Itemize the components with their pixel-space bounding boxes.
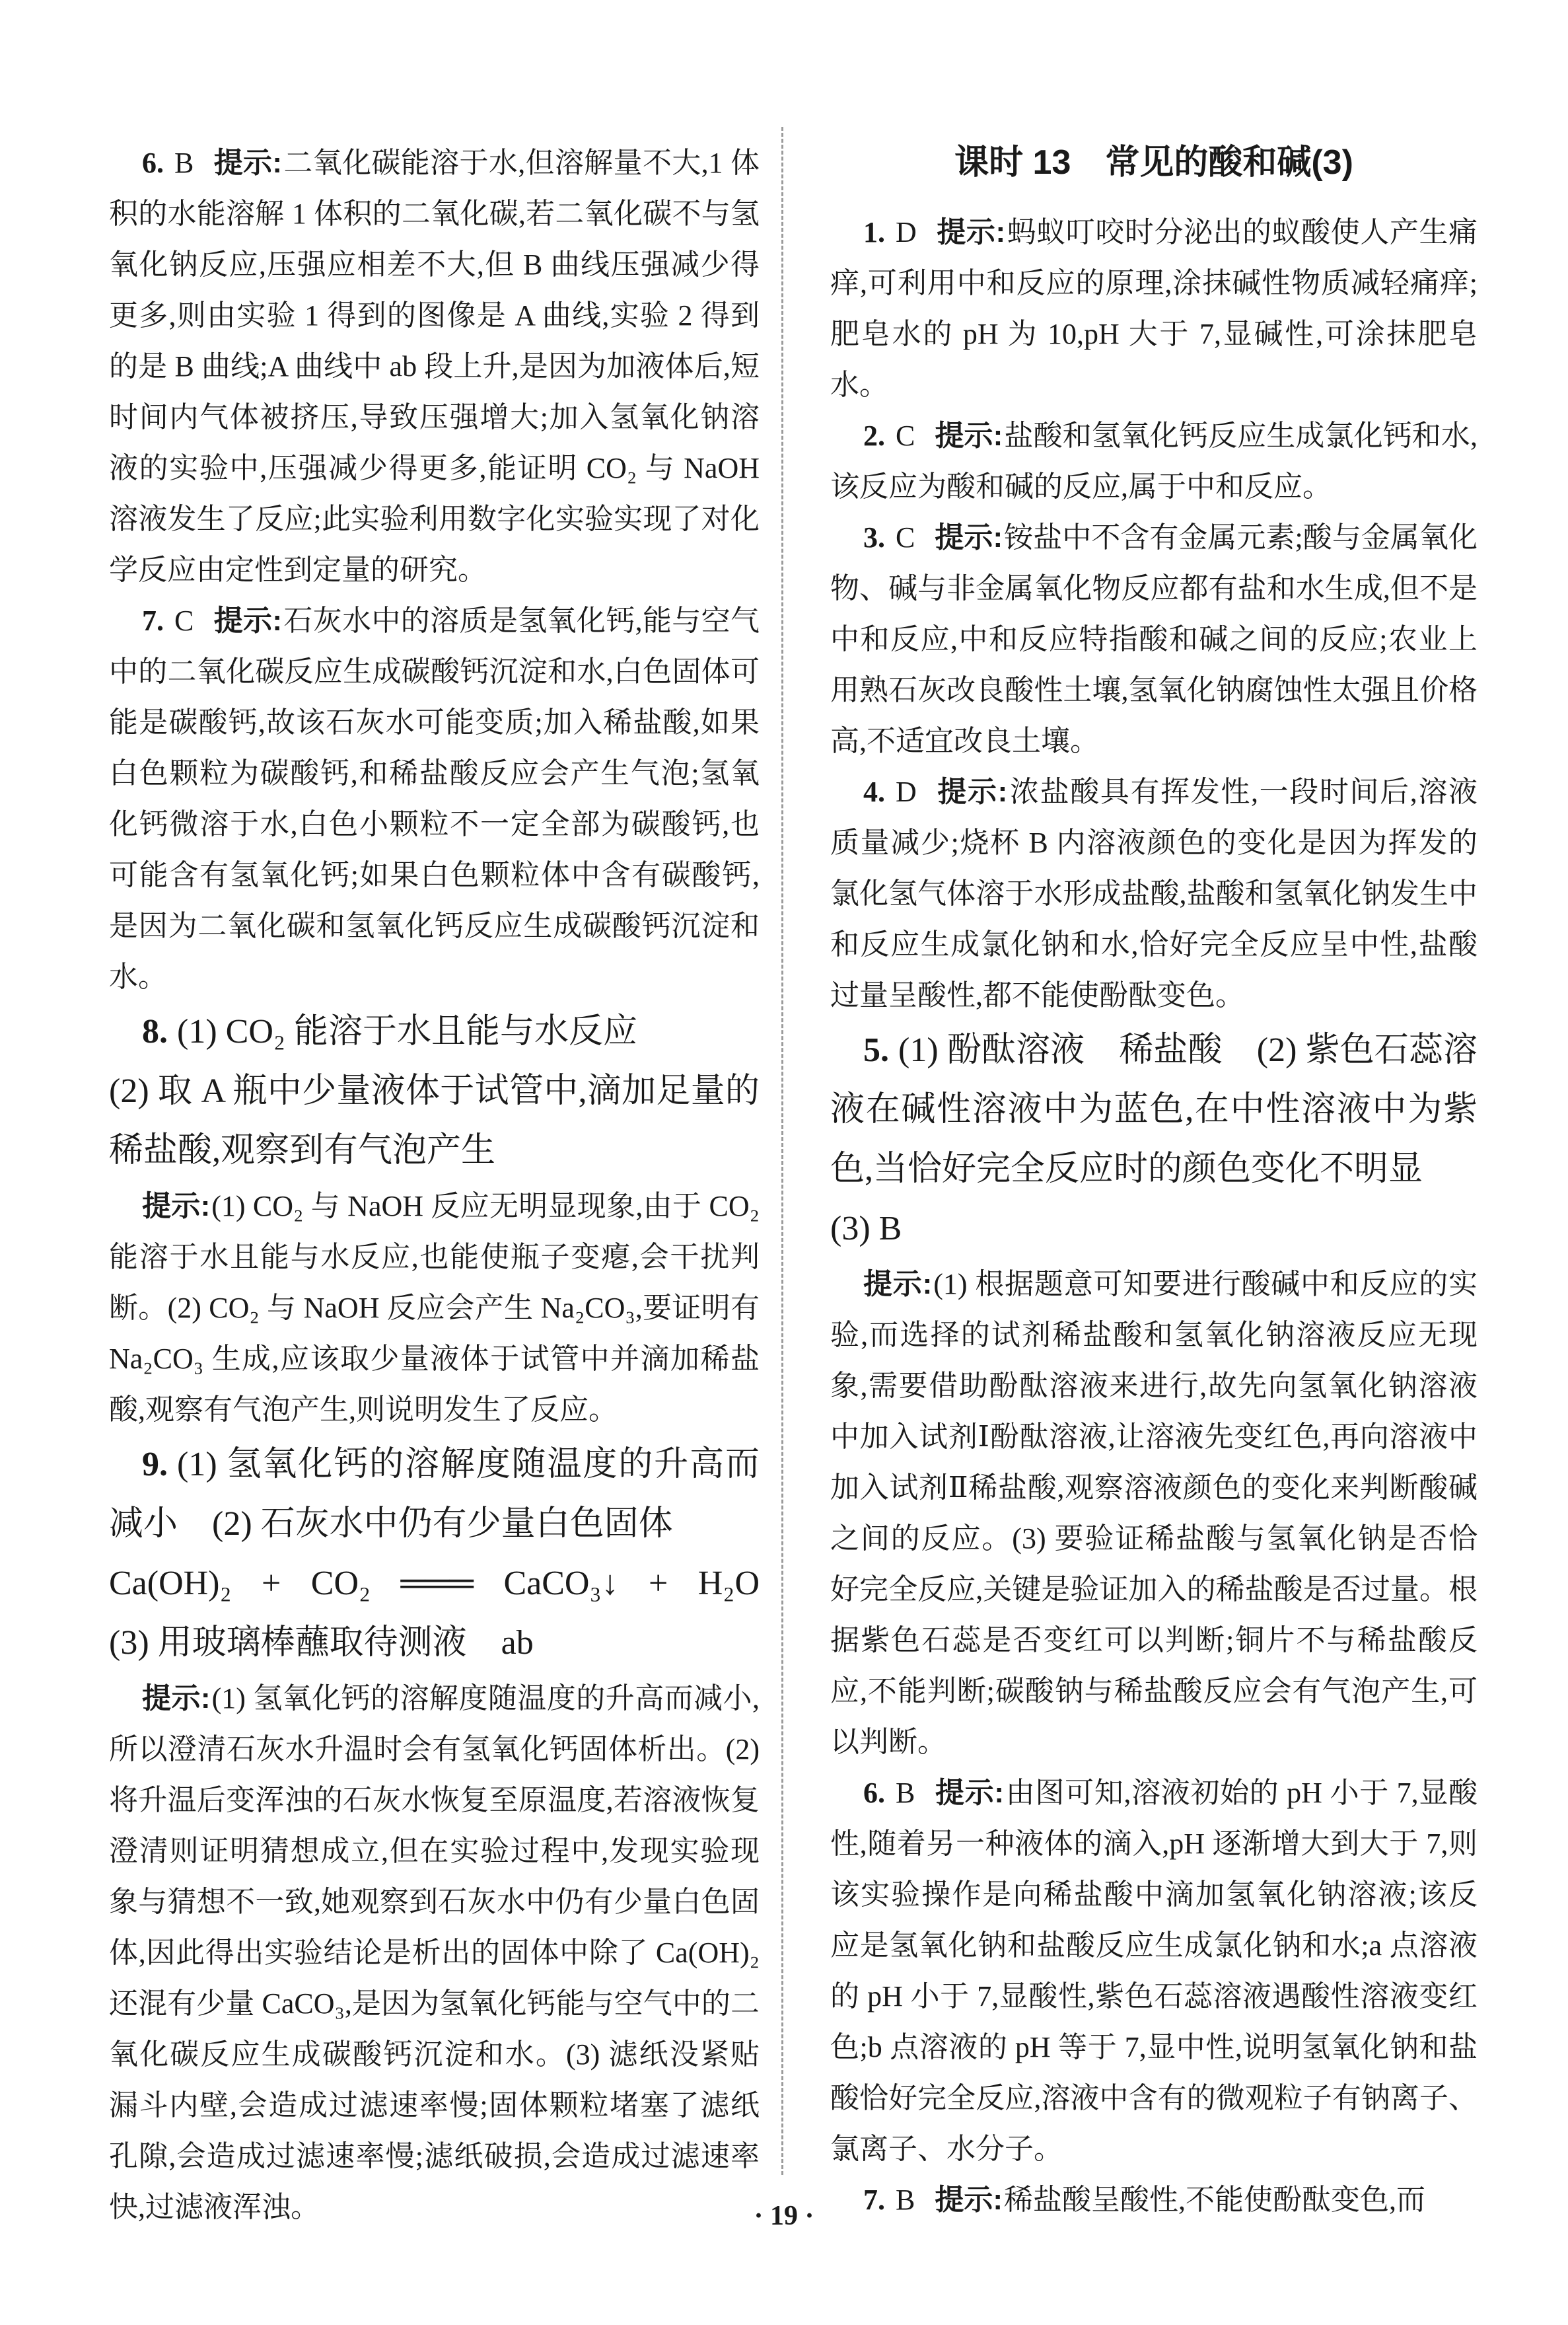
- answer-line: (2) 取 A 瓶中少量液体于试管中,滴加足量的稀盐酸,观察到有气泡产生: [109, 1072, 760, 1169]
- hint-label: 提示:: [863, 1268, 933, 1300]
- answer-text: (1) 酚酞溶液 稀盐酸 (2) 紫色石蕊溶液在碱性溶液中为蓝色,在中性溶液中为紫色,当恰好完全反应时的颜色变化不明显: [830, 1031, 1478, 1188]
- answer-item-7: [109, 595, 760, 1002]
- answer-item-1: [830, 207, 1478, 410]
- hint-label: 提示:: [935, 1777, 1005, 1809]
- item-number: 5.: [863, 1031, 889, 1069]
- answer-item-5: [830, 1021, 1478, 1767]
- item-number: 7.: [863, 2184, 885, 2216]
- answer-item-2: [830, 410, 1478, 512]
- hint-text: 盐酸和氢氧化钙反应生成氯化钙和水,该反应为酸和碱的反应,属于中和反应。: [830, 420, 1478, 503]
- answer-line: (3) B: [830, 1210, 902, 1247]
- hint-label: 提示:: [935, 420, 1003, 452]
- hint-text: 石灰水中的溶质是氢氧化钙,能与空气中的二氧化碳反应生成碳酸钙沉淀和水,白色固体可能是碳酸钙,故该石灰水可能变质;加入稀盐酸,如果白色颗粒为碳酸钙,和稀盐酸反应会产生气泡;氢氧化钙微溶于水,白色小颗粒不一定全部为碳酸钙,也可能含有氢氧化钙;如果白色颗粒体中含有碳酸钙,是因为二氧化碳和氢氧化钙反应生成碳酸钙沉淀和水。: [109, 605, 760, 993]
- item-number: 9.: [142, 1446, 168, 1483]
- hint-text: (1) 根据题意可知要进行酸碱中和反应的实验,而选择的试剂稀盐酸和氢氧化钠溶液反应无现象,需要借助酚酞溶液来进行,故先向氢氧化钠溶液中加入试剂Ⅰ酚酞溶液,让溶液先变红色,再向溶液中加入试剂Ⅱ稀盐酸,观察溶液颜色的变化来判断酸碱之间的反应。(3) 要验证稀盐酸与氢氧化钠是否恰好完全反应,关键是验证加入的稀盐酸是否过量。根据紫色石蕊是否变红可以判断;铜片不与稀盐酸反应,不能判断;碳酸钠与稀盐酸反应会有气泡产生,可以判断。: [830, 1268, 1478, 1758]
- item-number: 3.: [863, 521, 885, 554]
- hint-label: 提示:: [936, 776, 1008, 808]
- answer-line: [830, 1021, 1478, 1199]
- hint-text: 浓盐酸具有挥发性,一段时间后,溶液质量减少;烧杯 B 内溶液颜色的变化是因为挥发的氯化氢气体溶于水形成盐酸,盐酸和氢氧化钠发生中和反应生成氯化钠和水,恰好完全反应呈中性,盐酸过量呈酸性,都不能使酚酞变色。: [830, 776, 1478, 1012]
- hint-paragraph: [109, 1181, 760, 1435]
- hint-text: (1) CO₂ 与 NaOH 反应无明显现象,由于 CO₂ 能溶于水且能与水反应,也能使瓶子变瘪,会干扰判断。(2) CO₂ 与 NaOH 反应会产生 Na₂CO₃,要证明有 Na₂CO₃ 生成,应该取少量液体于试管中并滴加稀盐酸,观察有气泡产生,则说明发生了反应。: [109, 1190, 760, 1426]
- page-number: · 19 ·: [754, 2201, 814, 2231]
- column-divider: [781, 127, 783, 2175]
- item-number: 4.: [863, 776, 885, 808]
- item-number: 6.: [863, 1777, 885, 1809]
- answer-letter: D: [896, 776, 917, 808]
- hint-label: 提示:: [935, 2184, 1003, 2216]
- hint-label: 提示:: [936, 216, 1006, 248]
- hint-text: 由图可知,溶液初始的 pH 小于 7,显酸性,随着另一种液体的滴入,pH 逐渐增大到大于 7,则该实验操作是向稀盐酸中滴加氢氧化钠溶液;该反应是氢氧化钠和盐酸反应生成氯化钠和水;a 点溶液的 pH 小于 7,显酸性,紫色石蕊溶液遇酸性溶液变红色;b 点溶液的 pH 等于 7,显中性,说明氢氧化钠和盐酸恰好完全反应,溶液中含有的微观粒子有钠离子、氯离子、水分子。: [830, 1777, 1478, 2165]
- hint-text: 铵盐中不含有金属元素;酸与金属氧化物、碱与非金属氧化物反应都有盐和水生成,但不是中和反应,中和反应特指酸和碱之间的反应;农业上用熟石灰改良酸性土壤,氢氧化钠腐蚀性太强且价格高,不适宜改良土壤。: [830, 521, 1478, 757]
- hint-label: 提示:: [213, 147, 283, 179]
- right-column: [830, 137, 1478, 2225]
- answer-item-6: [109, 137, 760, 595]
- answer-letter: D: [896, 216, 917, 248]
- section-title: 课时 13 常见的酸和碱(3): [954, 143, 1353, 182]
- answer-item-6r: [830, 1767, 1478, 2174]
- answer-item-3: [830, 512, 1478, 766]
- item-number: 8.: [142, 1013, 168, 1051]
- answer-text: (1) 氢氧化钙的溶解度随温度的升高而减小 (2) 石灰水中仍有少量白色固体: [109, 1446, 760, 1543]
- hint-paragraph: [109, 1673, 760, 2233]
- item-number: 1.: [863, 216, 885, 248]
- answer-letter: B: [174, 147, 194, 179]
- answer-letter: C: [174, 605, 194, 637]
- hint-text: 二氧化碳能溶于水,但溶解量不大,1 体积的水能溶解 1 体积的二氧化碳,若二氧化碳不与氢氧化钠反应,压强应相差不大,但 B 曲线压强减少得更多,则由实验 1 得到的图像是 A 曲线,实验 2 得到的是 B 曲线;A 曲线中 ab 段上升,是因为加液体后,短时间内气体被挤压,导致压强增大;加入氢氧化钠溶液的实验中,压强减少得更多,能证明 CO₂ 与 NaOH 溶液发生了反应;此实验利用数字化实验实现了对化学反应由定性到定量的研究。: [109, 147, 760, 586]
- answer-item-4: [830, 766, 1478, 1021]
- answer-item-9: [109, 1435, 760, 2233]
- answer-item-8: [109, 1002, 760, 1435]
- hint-label: 提示:: [935, 521, 1003, 554]
- hint-paragraph: [830, 1259, 1478, 1767]
- hint-text: 蚂蚁叮咬时分泌出的蚁酸使人产生痛痒,可利用中和反应的原理,涂抹碱性物质减轻痛痒;肥皂水的 pH 为 10,pH 大于 7,显碱性,可涂抹肥皂水。: [830, 216, 1478, 401]
- answer-line: [109, 1002, 760, 1062]
- answer-letter: B: [896, 1777, 915, 1809]
- hint-text: (1) 氢氧化钙的溶解度随温度的升高而减小,所以澄清石灰水升温时会有氢氧化钙固体析出。(2) 将升温后变浑浊的石灰水恢复至原温度,若溶液恢复澄清则证明猜想成立,但在实验过程中,发现实验现象与猜想不一致,她观察到石灰水中仍有少量白色固体,因此得出实验结论是析出的固体中除了 Ca(OH)₂ 还混有少量 CaCO₃,是因为氢氧化钙能与空气中的二氧化碳反应生成碳酸钙沉淀和水。(3) 滤纸没紧贴漏斗内壁,会造成过滤速率慢;固体颗粒堵塞了滤纸孔隙,会造成过滤速率慢;滤纸破损,会造成过滤速率快,过滤液浑浊。: [109, 1682, 760, 2223]
- hint-label: 提示:: [142, 1190, 211, 1222]
- hint-label: 提示:: [213, 605, 283, 637]
- hint-label: 提示:: [142, 1682, 211, 1715]
- answer-letter: B: [896, 2184, 915, 2216]
- chemical-equation: Ca(OH)₂ + CO₂ ═══ CaCO₃↓ + H₂O: [109, 1565, 760, 1602]
- item-number: 7.: [142, 605, 164, 637]
- answer-line: [109, 1435, 760, 1554]
- left-column: [109, 137, 760, 2233]
- answer-line: (3) 用玻璃棒蘸取待测液 ab: [109, 1624, 534, 1662]
- answer-text: (1) CO₂ 能溶于水且能与水反应: [177, 1013, 637, 1051]
- answer-letter: C: [896, 521, 915, 554]
- item-number: 2.: [863, 420, 885, 452]
- answer-letter: C: [896, 420, 915, 452]
- hint-text: 稀盐酸呈酸性,不能使酚酞变色,而: [1004, 2184, 1426, 2216]
- item-number: 6.: [142, 147, 164, 179]
